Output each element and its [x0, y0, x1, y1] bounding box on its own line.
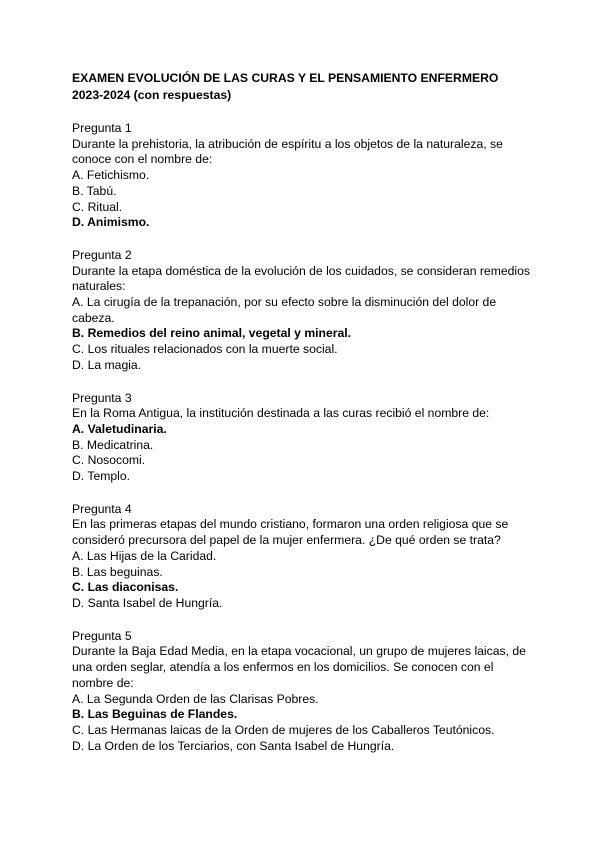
answer-option: B. Tabú. [72, 183, 117, 198]
question-3 [72, 391, 542, 485]
question-text-line: una orden seglar, atendía a los enfermos en los domicilios. Se conocen con el [72, 660, 494, 675]
document-title [72, 70, 542, 104]
question-5 [72, 629, 542, 755]
answer-option: B. Medicatrina. [72, 437, 154, 452]
question-text-line: Durante la Baja Edad Media, en la etapa vocacional, un grupo de mujeres laicas, de [72, 644, 526, 659]
title-line-1: EXAMEN EVOLUCIÓN DE LAS CURAS Y EL PENSAMIENTO ENFERMERO [72, 71, 499, 85]
question-text-line: En las primeras etapas del mundo cristiano, formaron una orden religiosa que se [72, 517, 509, 532]
correct-answer-option: D. Animismo. [72, 215, 150, 230]
correct-answer-option: C. Las diaconisas. [72, 580, 179, 595]
correct-answer-option: B. Las Beguinas de Flandes. [72, 707, 238, 722]
question-text-line: Durante la prehistoria, la atribución de espíritu a los objetos de la naturaleza, se [72, 136, 503, 151]
question-4 [72, 502, 542, 612]
question-1 [72, 121, 542, 231]
answer-option: D. La magia. [72, 357, 142, 372]
question-label: Pregunta 4 [72, 501, 132, 516]
question-label: Pregunta 5 [72, 628, 132, 643]
question-text-line: En la Roma Antigua, la institución destinada a las curas recibió el nombre de: [72, 406, 490, 421]
question-label: Pregunta 2 [72, 247, 132, 262]
answer-option-continuation: cabeza. [72, 310, 115, 325]
title-line-2: 2023-2024 (con respuestas) [72, 88, 232, 102]
answer-option: D. Templo. [72, 469, 131, 484]
answer-option: C. Los rituales relacionados con la muerte social. [72, 342, 338, 357]
correct-answer-option: B. Remedios del reino animal, vegetal y mineral. [72, 326, 352, 341]
answer-option: D. La Orden de los Terciarios, con Santa Isabel de Hungría. [72, 738, 395, 753]
question-text-line: naturales: [72, 279, 126, 294]
answer-option: C. Las Hermanas laicas de la Orden de mujeres de los Caballeros Teutónicos. [72, 722, 495, 737]
question-2 [72, 248, 542, 374]
answer-option: D. Santa Isabel de Hungría. [72, 595, 223, 610]
question-label: Pregunta 1 [72, 121, 132, 135]
answer-option: B. Las beguinas. [72, 564, 163, 579]
question-label: Pregunta 3 [72, 390, 132, 405]
answer-option: C. Nosocomi. [72, 453, 146, 468]
question-text-line: nombre de: [72, 675, 134, 690]
answer-option: A. Fetichismo. [72, 168, 150, 183]
answer-option: A. Las Hijas de la Caridad. [72, 548, 217, 563]
question-text-line: conoce con el nombre de: [72, 152, 213, 167]
answer-option: A. La Segunda Orden de las Clarisas Pobres. [72, 691, 319, 706]
document-page [72, 70, 542, 771]
question-text-line: consideró precursora del papel de la mujer enfermera. ¿De qué orden se trata? [72, 533, 501, 548]
question-text-line: Durante la etapa doméstica de la evolución de los cuidados, se consideran remedios [72, 263, 530, 278]
answer-option: C. Ritual. [72, 199, 123, 214]
answer-option: A. La cirugía de la trepanación, por su efecto sobre la disminución del dolor de [72, 295, 497, 310]
correct-answer-option: A. Valetudinaria. [72, 421, 167, 436]
